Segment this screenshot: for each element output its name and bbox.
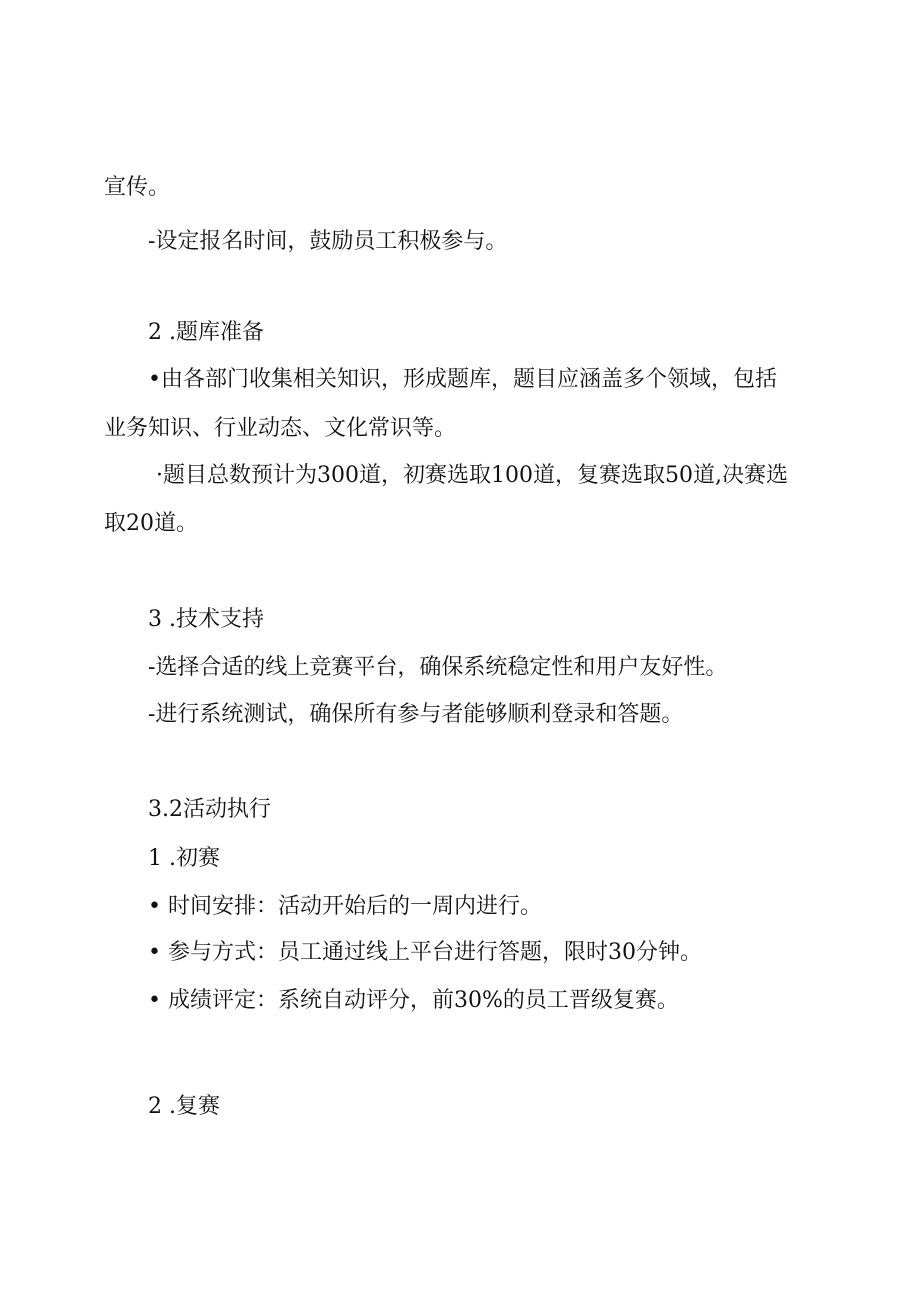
text-line-question-count: ·题目总数预计为300道，初赛选取100道，复赛选取50道,决赛选 — [156, 463, 788, 488]
text-line-knowledge-areas: 业务知识、行业动态、文化常识等。 — [104, 416, 457, 441]
list-item-scoring: • 成绩评定：系统自动评分，前30%的员工晋级复赛。 — [148, 988, 679, 1013]
section-heading-preliminary: 1 .初赛 — [148, 846, 220, 871]
text-line-select-platform: -选择合适的线上竞赛平台，确保系统稳定性和用户友好性。 — [148, 655, 728, 680]
list-item-schedule: • 时间安排：活动开始后的一周内进行。 — [148, 894, 542, 919]
text-line-system-testing: -进行系统测试，确保所有参与者能够顺利登录和答题。 — [148, 702, 684, 727]
text-line-registration: -设定报名时间，鼓励员工积极参与。 — [148, 229, 508, 254]
text-line-final-questions: 取20道。 — [104, 511, 198, 536]
text-line-collect-knowledge: •由各部门收集相关知识，形成题库，题目应涵盖多个领域，包括 — [148, 367, 777, 392]
section-heading-semifinal: 2 .复赛 — [148, 1094, 220, 1119]
text-line-publicity: 宣传。 — [104, 175, 171, 200]
section-heading-question-bank: 2 .题库准备 — [148, 320, 264, 345]
section-heading-tech-support: 3 .技术支持 — [148, 607, 264, 632]
list-item-participation: • 参与方式：员工通过线上平台进行答题，限时30分钟。 — [148, 940, 702, 965]
section-heading-activity-execution: 3.2活动执行 — [148, 797, 271, 822]
